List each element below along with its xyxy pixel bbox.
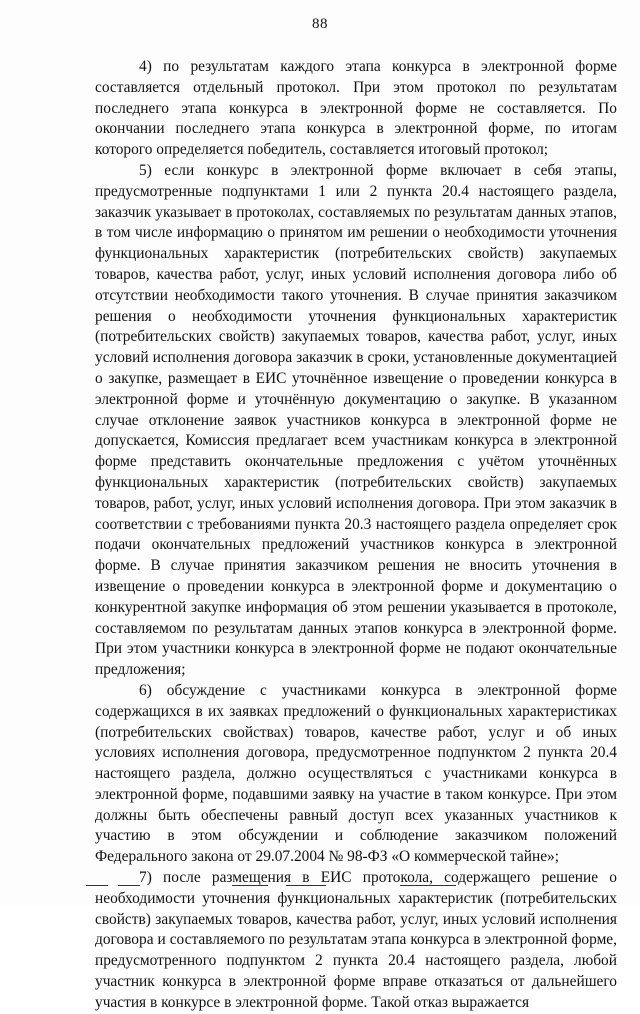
footer-rule-segment bbox=[86, 885, 108, 886]
paragraph-item-6: 6) обсуждение с участниками конкурса в электронной форме содержащихся в их заявках предложений о функциональных характеристиках (потребительских свойствах) товаров, качестве работ, услуг и об иных условиях исполнения договора, предусмотренное подпунктом 2 пункта 20.4 настоящего раздела, должно осуществляться с участниками конкурса в электронной форме, подавшими заявку на участие в таком конкурсе. При этом должны быть обеспечены равный доступ всех указанных участников к участию в этом обсуждении и соблюдение заказчиком положений Федерального закона от 29.07.2004 № 98-ФЗ «О коммерческой тайне»; bbox=[95, 681, 617, 866]
footer-rule-segment bbox=[232, 885, 268, 886]
footer-rule-segment bbox=[400, 885, 456, 886]
body-text bbox=[95, 57, 617, 1014]
page-number: 88 bbox=[312, 16, 328, 32]
footer-rule-segment bbox=[286, 885, 326, 886]
footer-rule-segment bbox=[118, 885, 140, 886]
paragraph-item-7: 7) после размещения в ЕИС протокола, содержащего решение о необходимости уточнения функциональных характеристик (потребительских свойств) закупаемых товаров, качества работ, услуг, иных условий исполнения договора и составляемого по результатам этапа конкурса в электронной форме, предусмотренного подпунктом 2 пункта 20.4 настоящего раздела, любой участник конкурса в электронной форме вправе отказаться от дальнейшего участия в конкурсе в электронной форме. Такой отказ выражается bbox=[95, 869, 617, 1011]
paragraph-item-4: 4) по результатам каждого этапа конкурса в электронной форме составляется отдельный протокол. При этом протокол по результатам последнего этапа конкурса в электронной форме не составляется. По окончании последнего этапа конкурса в электронной форме, по итогам которого определяется победитель, составляется итоговый протокол; bbox=[95, 58, 617, 159]
paragraph-item-5: 5) если конкурс в электронной форме включает в себя этапы, предусмотренные подпунктами 1 или 2 пункта 20.4 настоящего раздела, заказчик указывает в протоколах, составляемых по результатам данных этапов, в том числе информацию о принятом им решении о необходимости уточнения функциональных характеристик (потребительских свойств) закупаемых товаров, качества работ, услуг, иных условий исполнения договора либо об отсутствии необходимости такого уточнения. В случае принятия заказчиком решения о необходимости уточнения функциональных характеристик (потребительских свойств) закупаемых товаров, качества работ, услуг, иных условий исполнения договора заказчик в сроки, установленные документацией о закупке, размещает в ЕИС уточнённое извещение о проведении конкурса в электронной форме и уточнённую документацию о закупке. В указанном случае отклонение заявок участников конкурса в электронной форме не допускается, Комиссия предлагает всем участникам конкурса в электронной форме представить окончательные предложения с учётом уточнённых функциональных характеристик (потребительских свойств) закупаемых товаров, работ, услуг, иных условий исполнения договора. При этом заказчик в соответствии с требованиями пункта 20.3 настоящего раздела определяет срок подачи окончательных предложений участников конкурса в электронной форме. В случае принятия заказчиком решения не вносить уточнения в извещение о проведении конкурса в электронной форме и документацию о конкурентной закупке информация об этом решении указывается в протоколе, составляемом по результатам данных этапов конкурса в электронной форме. При этом участники конкурса в электронной форме не подают окончательные предложения; bbox=[95, 161, 617, 679]
